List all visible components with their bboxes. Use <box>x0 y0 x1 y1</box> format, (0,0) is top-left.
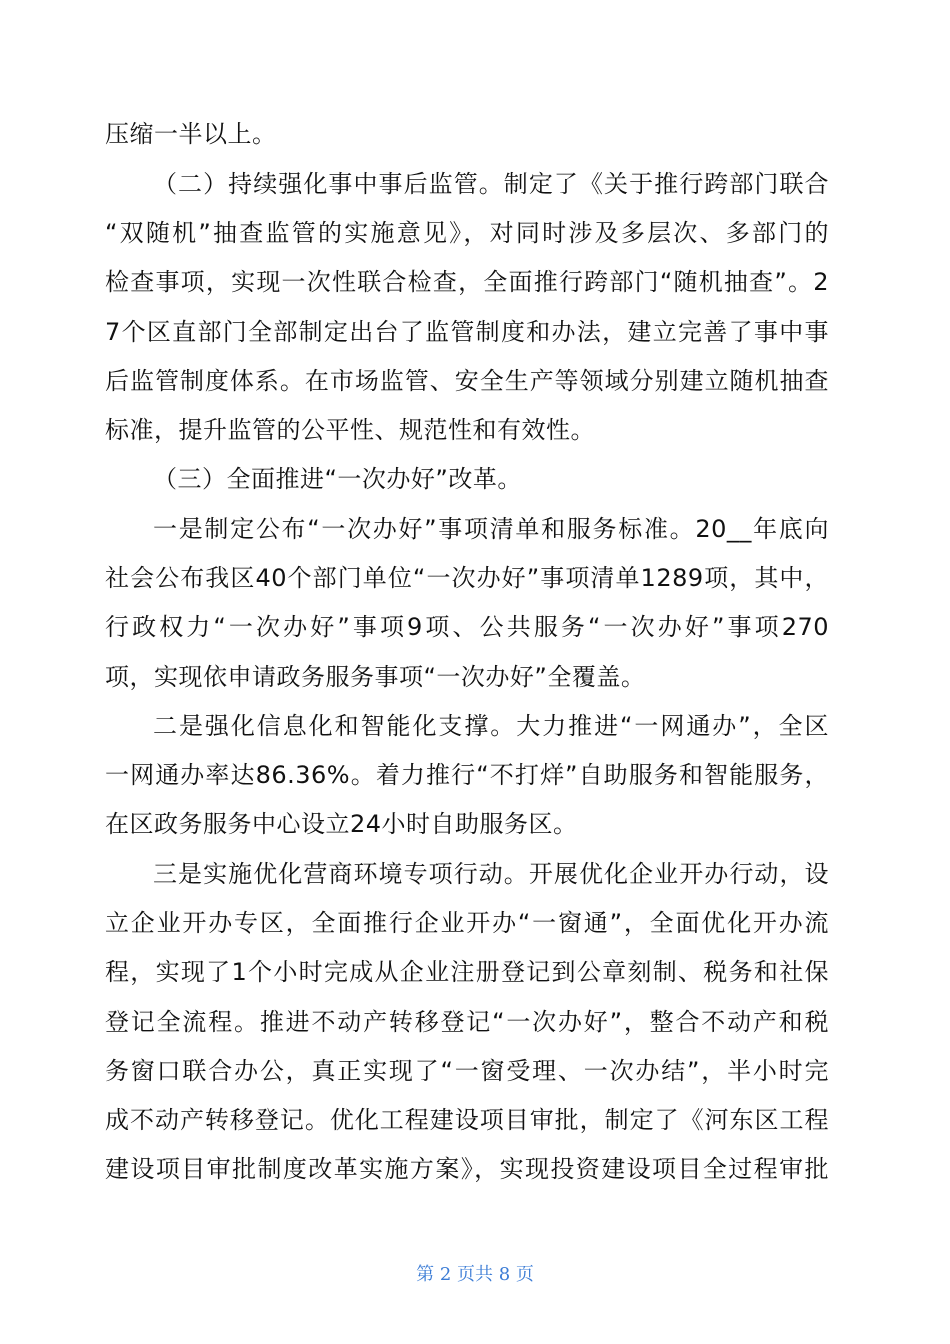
body-line-17: 立企业开办专区，全面推行企业开办“一窗通”，全面优化开办流 <box>105 909 829 937</box>
body-line-21: 成不动产转移登记。优化工程建设项目审批，制定了《河东区工程 <box>105 1106 829 1134</box>
body-line-14: 一网通办率达86.36%。着力推行“不打烊”自助服务和智能服务， <box>105 761 829 789</box>
page-number-footer: 第 2 页共 8 页 <box>416 1264 534 1285</box>
body-line-9: 一是制定公布“一次办好”事项清单和服务标准。20__年底向 <box>153 515 829 543</box>
body-line-4: 检查事项，实现一次性联合检查，全面推行跨部门“随机抽查”。2 <box>105 268 829 296</box>
body-line-22: 建设项目审批制度改革实施方案》，实现投资建设项目全过程审批 <box>105 1155 829 1183</box>
body-line-11: 行政权力“一次办好”事项9项、公共服务“一次办好”事项270 <box>105 613 829 641</box>
body-line-16: 三是实施优化营商环境专项行动。开展优化企业开办行动，设 <box>153 860 829 888</box>
body-line-6: 后监管制度体系。在市场监管、安全生产等领域分别建立随机抽查 <box>105 367 829 395</box>
body-line-20: 务窗口联合办公，真正实现了“一窗受理、一次办结”，半小时完 <box>105 1057 829 1085</box>
body-line-13: 二是强化信息化和智能化支撑。大力推进“一网通办”，全区 <box>153 712 829 740</box>
body-line-5: 7个区直部门全部制定出台了监管制度和办法，建立完善了事中事 <box>105 318 829 346</box>
body-line-2: （二）持续强化事中事后监管。制定了《关于推行跨部门联合 <box>153 170 829 198</box>
body-line-15: 在区政务服务中心设立24小时自助服务区。 <box>105 810 578 838</box>
body-line-3: “双随机”抽查监管的实施意见》，对同时涉及多层次、多部门的 <box>105 219 829 247</box>
body-line-10: 社会公布我区40个部门单位“一次办好”事项清单1289项，其中， <box>105 564 829 592</box>
body-line-12: 项，实现依申请政务服务事项“一次办好”全覆盖。 <box>105 663 646 691</box>
section-heading-3: （三）全面推进“一次办好”改革。 <box>153 465 522 493</box>
body-line-19: 登记全流程。推进不动产转移登记“一次办好”，整合不动产和税 <box>105 1008 829 1036</box>
body-line-7: 标准，提升监管的公平性、规范性和有效性。 <box>105 416 595 444</box>
body-line-18: 程，实现了1个小时完成从企业注册登记到公章刻制、税务和社保 <box>105 958 829 986</box>
body-line-1: 压缩一半以上。 <box>105 120 277 148</box>
